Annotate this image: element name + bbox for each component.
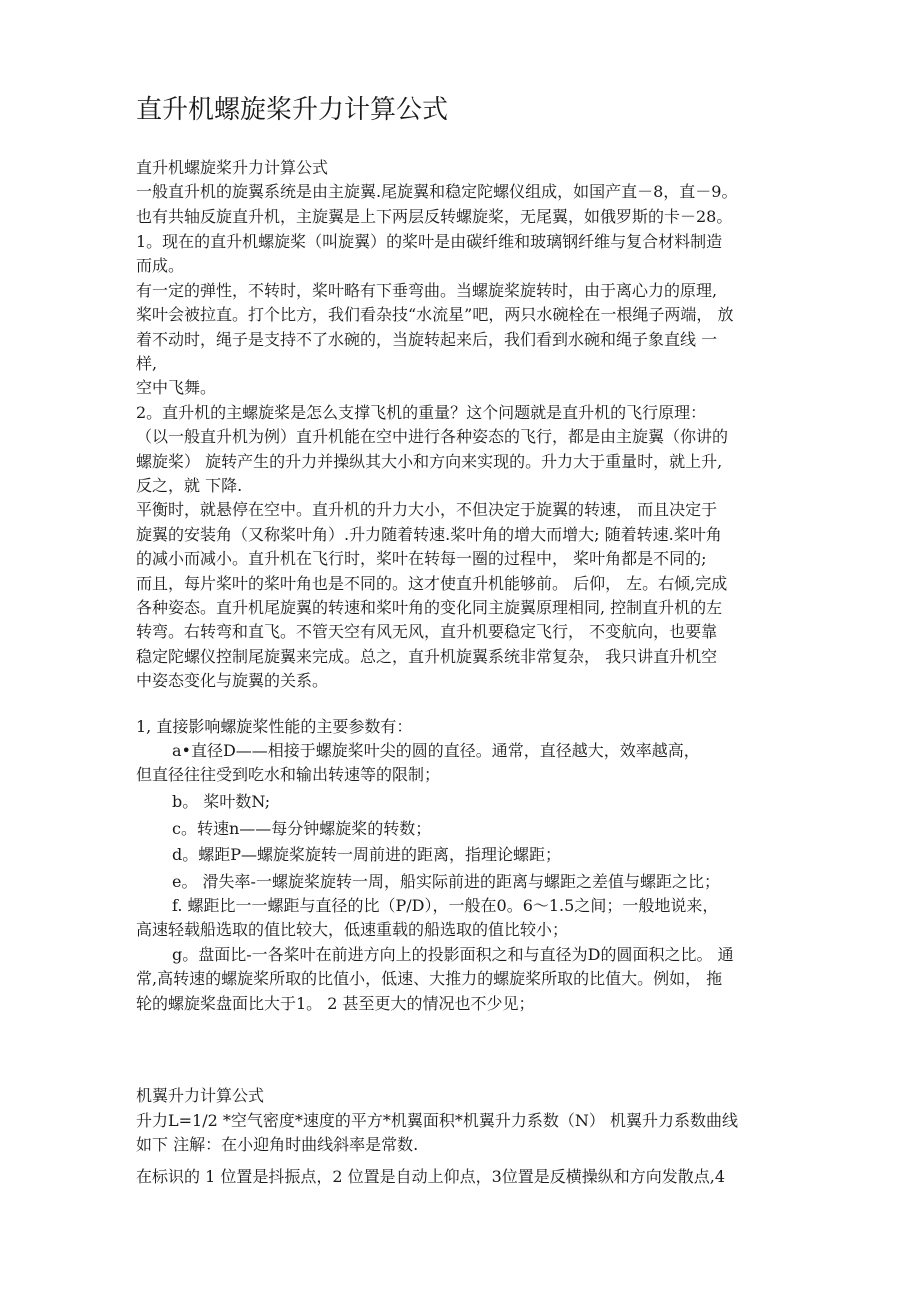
text-line: 样,	[136, 354, 158, 373]
param-item: 但直径往往受到吃水和输出转速等的限制；	[136, 765, 441, 784]
text-line: 也有共轴反旋直升机，主旋翼是上下两层反转螺旋桨，无尾翼，如俄罗斯的卡－28。	[136, 207, 733, 226]
text-line: 桨叶会被拉直。打个比方，我们看杂技“水流星”吧，两只水碗栓在一根绳子两端， 放	[136, 305, 734, 324]
subtitle-line: 直升机螺旋桨升力计算公式	[136, 158, 329, 177]
formula-line: 如下 注解：在小迎角时曲线斜率是常数.	[136, 1135, 419, 1154]
text-line: 空中飞舞。	[136, 378, 217, 397]
param-item: g。盘面比-一各桨叶在前进方向上的投影面积之和与直径为D的圆面积之比。 通	[172, 945, 734, 964]
text-line: 中姿态变化与旋翼的关系。	[136, 671, 329, 690]
text-line: 各种姿态。直升机尾旋翼的转速和桨叶角的变化同主旋翼原理相同, 控制直升机的左	[136, 598, 723, 617]
text-line: 的减小而减小。直升机在飞行时，桨叶在转每一圈的过程中， 桨叶角都是不同的;	[136, 549, 707, 568]
param-item: 轮的螺旋桨盘面比大于1。 2 甚至更大的情况也不少见；	[136, 994, 535, 1013]
text-line: 螺旋桨） 旋转产生的升力并操纵其大小和方向来实现的。升力大于重量时，就上升,	[136, 452, 723, 471]
text-line: 有一定的弹性，不转时，桨叶略有下垂弯曲。当螺旋桨旋转时，由于离心力的原理,	[136, 281, 718, 300]
text-line: 反之，就 下降.	[136, 476, 243, 495]
text-line: 而且，每片桨叶的桨叶角也是不同的。这才使直升机能够前。 后仰， 左。右倾,完成	[136, 574, 728, 593]
param-item: e。 滑失率-一螺旋桨旋转一周，船实际前进的距离与螺距之差值与螺距之比；	[172, 872, 720, 891]
text-line: 在标识的 1 位置是抖振点，2 位置是自动上仰点，3位置是反横操纵和方向发散点,4	[136, 1167, 726, 1186]
text-line: （以一般直升机为例）直升机能在空中进行各种姿态的飞行，都是由主旋翼（你讲的	[136, 427, 729, 446]
param-item: f. 螺距比一一螺距与直径的比（P/D），一般在0。6〜1.5之间；一般地说来，	[172, 896, 719, 915]
text-line: 转弯。右转弯和直飞。不管天空有风无风，直升机要稳定飞行， 不变航向，也要靠	[136, 622, 718, 641]
formula-line: 升力L=1/2 *空气密度*速度的平方*机翼面积*机翼升力系数（N） 机翼升力系数曲线	[136, 1111, 738, 1130]
text-line: 平衡时，就悬停在空中。直升机的升力大小，不但决定于旋翼的转速， 而且决定于	[136, 500, 718, 519]
param-item: a•直径D——相接于螺旋桨叶尖的圆的直径。通常，直径越大，效率越高，	[172, 741, 700, 760]
params-heading: 1, 直接影响螺旋桨性能的主要参数有：	[136, 717, 413, 736]
text-line: 而成。	[136, 256, 185, 275]
text-line: 1。现在的直升机螺旋桨（叫旋翼）的桨叶是由碳纤维和玻璃钢纤维与复合材料制造	[136, 232, 723, 251]
page-title: 直升机螺旋桨升力计算公式	[136, 95, 449, 125]
text-line: 稳定陀螺仪控制尾旋翼来完成。总之，直升机旋翼系统非常复杂， 我只讲直升机空	[136, 647, 718, 666]
text-line: 2。直升机的主螺旋桨是怎么支撑飞机的重量？这个问题就是直升机的飞行原理：	[136, 403, 707, 422]
text-line: 着不动时，绳子是支持不了水碗的，当旋转起来后，我们看到水碗和绳子象直线 一	[136, 330, 718, 349]
param-item: 高速轻载船选取的值比较大，低速重载的船选取的值比较小；	[136, 920, 569, 939]
param-item: c。转速n——每分钟螺旋桨的转数；	[172, 819, 432, 838]
param-item: d。螺距P—螺旋桨旋转一周前进的距离，指理论螺距；	[172, 845, 562, 864]
wing-heading: 机翼升力计算公式	[136, 1086, 265, 1105]
text-line: 一般直升机的旋翼系统是由主旋翼.尾旋翼和稳定陀螺仪组成，如国产直－8，直－9。	[136, 182, 738, 201]
text-line: 旋翼的安装角（又称桨叶角）.升力随着转速.桨叶角的增大而增大; 随着转速.桨叶角	[136, 525, 722, 544]
param-item: b。 桨叶数N;	[172, 792, 271, 811]
param-item: 常,高转速的螺旋桨所取的比值小，低速、大推力的螺旋桨所取的比值大。例如， 拖	[136, 969, 723, 988]
